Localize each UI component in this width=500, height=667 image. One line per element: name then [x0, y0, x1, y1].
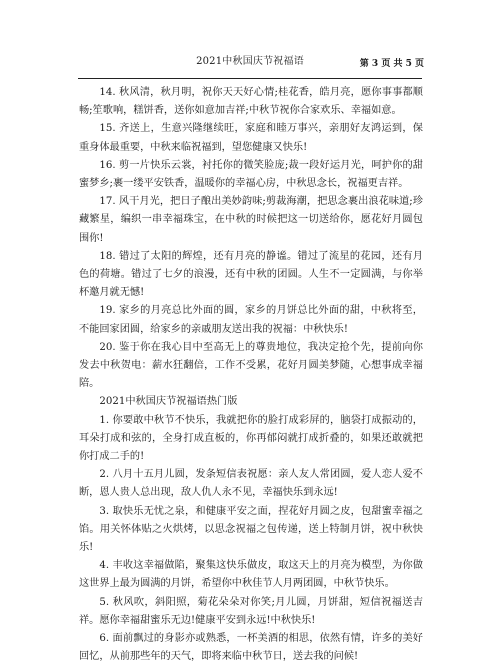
section-heading: 2021中秋国庆节祝福语热门版 — [99, 396, 238, 408]
paragraph: 1. 你要敢中秋节不快乐，我就把你的脸打成彩屏的，脑袋打成振动的，耳朵打成和弦的，全身打成直板的，你再郁闷就打成折叠的，如果还敢就把你打成二手的! — [79, 414, 423, 463]
paragraph: 4. 丰收这幸福做陷，聚集这快乐做皮，取这天上的月亮为模型，为你做这世界上最为圆满的月饼，希望你中秋佳节人月两团圆，中秋节快乐。 — [79, 560, 423, 590]
paragraph: 2. 八月十五月儿圆，发条短信表祝愿：亲人友人常团圆，爱人恋人爱不断，恩人贵人总出现，敌人仇人永不见，幸福快乐到永远! — [79, 469, 423, 499]
paragraph: 16. 剪一片快乐云裳，衬托你的微笑脸庞;裁一段好运月光，呵护你的甜蜜梦乡;裹一缕平安铁香，温暖你的幸福心房，中秋思念长，祝福更吉祥。 — [79, 159, 423, 190]
paragraph: 5. 秋风吹，斜阳照，菊花朵朵对你笑;月儿圆，月饼甜，短信祝福送吉祥。愿你幸福甜蜜乐无边!健康平安到永远!中秋快乐! — [79, 596, 423, 626]
paragraph: 20. 鉴于你在我心目中至高无上的尊贵地位，我决定抢个先，提前向你发去中秋贺电：薪水狂翻倍，工作不受累，花好月圆美梦随，心想事成幸福陪。 — [79, 341, 423, 390]
paragraph: 19. 家乡的月亮总比外面的圆，家乡的月饼总比外面的甜，中秋将至，不能回家团圆，给家乡的亲戚朋友送出我的祝福：中秋快乐! — [79, 305, 423, 335]
page-number: 第 3 页 共 5 页 — [359, 59, 424, 69]
paragraph: 15. 齐送上，生意兴隆继续旺，家庭和睦万事兴，亲朋好友鸿运到，保重身体最重要，中秋来临祝福到，望您健康又快乐! — [79, 123, 423, 153]
page-header — [0, 52, 500, 72]
document-body — [79, 84, 423, 667]
paragraph: 17. 风干月光，把日子酿出美妙韵味;剪裁海潮，把思念裹出浪花味道;珍藏繁星，编织一串幸福珠宝，在中秋的时候把这一切送给你，愿花好月圆包围你! — [79, 196, 423, 244]
paragraph: 6. 面前飘过的身影亦或熟悉，一杯美酒的相思，依然有情，许多的美好回忆，从前那些年的天气，即将来临中秋节日，送去我的问候! — [79, 633, 423, 663]
header-title: 2021中秋国庆节祝福语 — [196, 56, 304, 67]
paragraph: 18. 错过了太阳的辉煌，还有月亮的静谧。错过了流星的花园，还有月色的荷塘。错过了七夕的浪漫，还有中秋的团圆。人生不一定圆满，与你举杯邀月就无憾! — [79, 250, 423, 299]
header-divider — [78, 78, 422, 79]
paragraph: 3. 取快乐无忧之泉，和健康平安之面，捏花好月圆之皮，包甜蜜幸福之馅。用关怀体贴之火烘烤，以思念祝福之包传递，送上特制月饼，祝中秋快乐! — [79, 505, 423, 554]
paragraph: 14. 秋风清，秋月明，祝你天天好心情;桂花香，皓月亮，愿你事事都顺畅;笙歌响，糕饼香，送你如意加吉祥;中秋节祝你合家欢乐、幸福如意。 — [79, 87, 423, 117]
